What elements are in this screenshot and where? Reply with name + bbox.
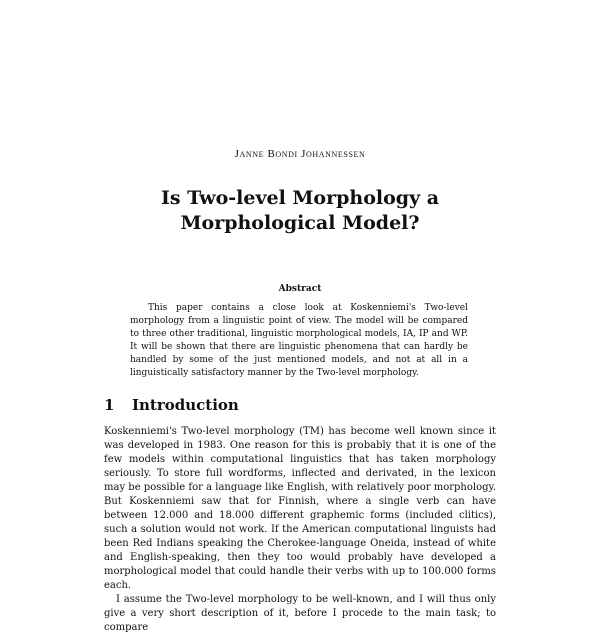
abstract-heading: Abstract (278, 284, 322, 294)
section-title: Introduction (132, 396, 239, 414)
author-name: Janne Bondi Johannessen (234, 148, 366, 160)
section-number: 1 (104, 396, 115, 414)
title-line-1: Is Two-level Morphology a (160, 187, 440, 209)
paragraph-2: I assume the Two-level morphology to be well-known, and I will thus only give a very short description of it, before I procede to the main task; to compare (104, 594, 496, 633)
section-heading (104, 396, 239, 414)
title-line-2: Morphological Model? (180, 212, 420, 234)
body-text (104, 425, 496, 635)
paper-title (0, 186, 600, 236)
paragraph-1: Koskenniemi's Two-level morphology (TM) has become well known since it was developed in 1983. One reason for this is probably that it is one of the few models within computational linguistics that has taken morphology seriously. To store full wordforms, inflected and derivated, in the lexicon may be possible for a language like English, with relatively poor morphology. But Koskenniemi saw that for Finnish, where a single verb can have between 12.000 and 18.000 different graphemic forms (included clitics), such a solution would not work. If the American computational linguists had been Red Indians speaking the Cherokee-language Oneida, instead of white and English-speaking, then they too would probably have developed a morphological model that could handle their verbs with up to 100.000 forms each. (104, 426, 496, 591)
abstract-text: This paper contains a close look at Koskenniemi's Two-level morphology from a linguistic point of view. The model will be compared to three other traditional, linguistic morphological models, IA, IP and WP. It will be shown that there are linguistic phenomena that can hardly be handled by some of the just mentioned models, and not at all in a linguistically satisfactory manner by the Two-level morphology. (130, 303, 468, 378)
